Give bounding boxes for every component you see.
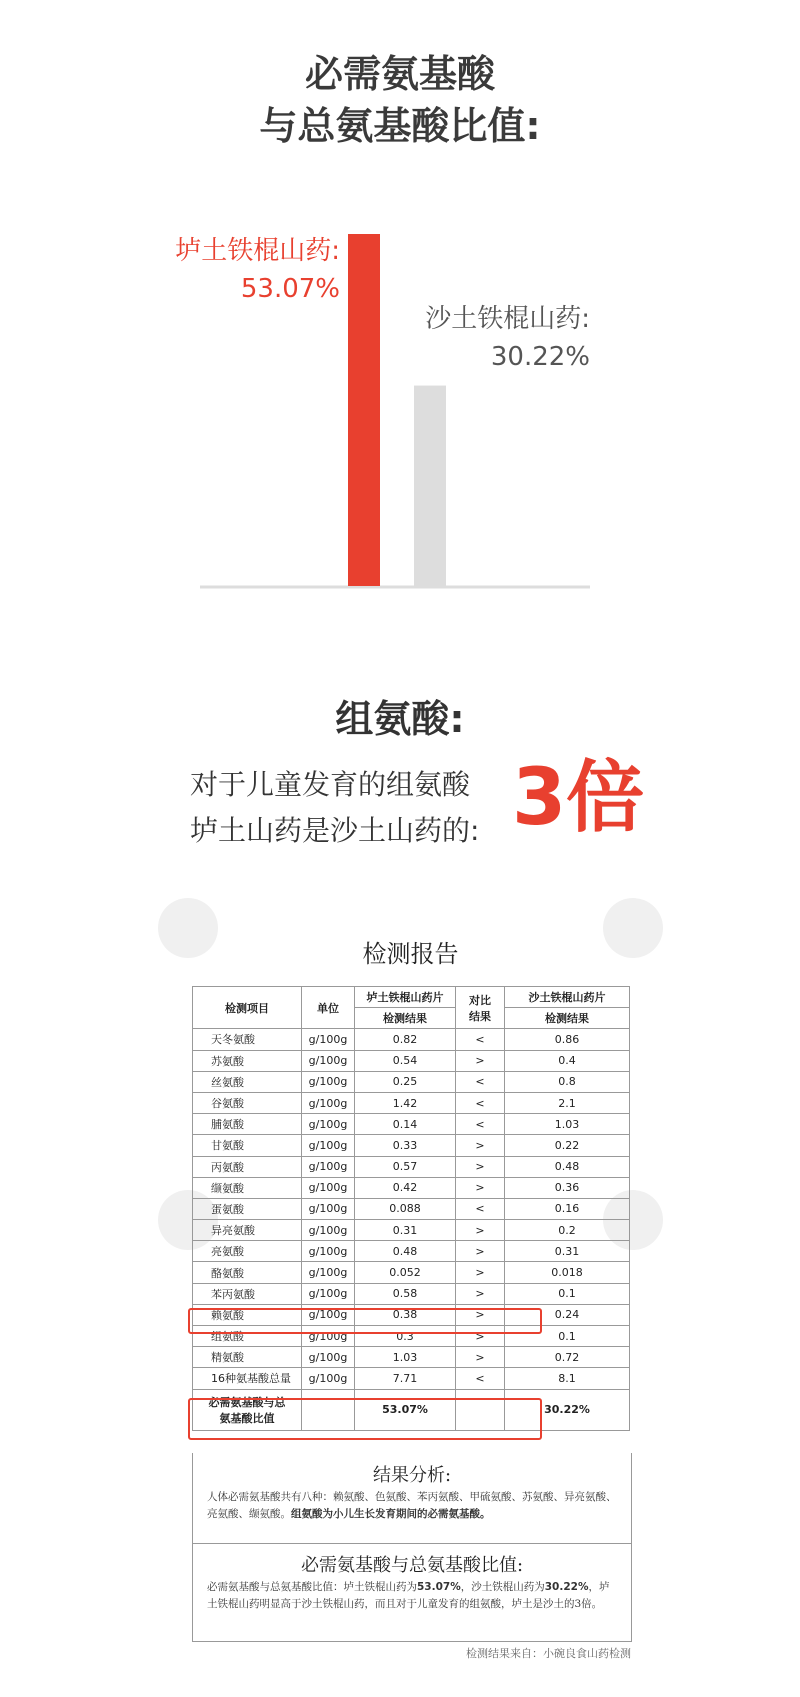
- histidine-highlight-box: [188, 1308, 542, 1334]
- row-b-value: 0.22: [505, 1135, 630, 1156]
- row-a-value: 0.48: [355, 1241, 456, 1262]
- row-compare: >: [456, 1050, 505, 1071]
- table-row: [193, 1177, 630, 1198]
- report-title: 检测报告: [362, 940, 459, 968]
- row-b-value: 0.16: [505, 1198, 630, 1219]
- report-rows: [193, 1029, 630, 1389]
- summary-b: 30.22%: [505, 1389, 630, 1430]
- summary-name-line1: 必需氨基酸与总: [208, 1395, 286, 1409]
- row-a-value: 0.42: [355, 1177, 456, 1198]
- row-name: 天冬氨酸: [193, 1029, 302, 1050]
- ratio-section: [192, 1543, 632, 1642]
- ratio-title: 必需氨基酸与总氨基酸比值:: [300, 1555, 524, 1576]
- row-unit: g/100g: [302, 1304, 355, 1325]
- row-b-value: 0.72: [505, 1347, 630, 1368]
- row-name: 苯丙氨酸: [193, 1283, 302, 1304]
- row-compare: >: [456, 1135, 505, 1156]
- row-compare: >: [456, 1156, 505, 1177]
- row-unit: g/100g: [302, 1071, 355, 1092]
- row-b-value: 0.24: [505, 1304, 630, 1325]
- ratio-text-3: ，垆土铁棍山药明显高于沙土铁棍山药，而且对于儿童发育的组氨酸，垆土是沙土的3倍。: [207, 1581, 610, 1610]
- row-b-value: 0.36: [505, 1177, 630, 1198]
- table-row: [193, 1029, 630, 1050]
- chart-title-line2: 与总氨基酸比值:: [259, 104, 541, 148]
- table-row: [193, 1262, 630, 1283]
- row-a-value: 0.25: [355, 1071, 456, 1092]
- summary-name-line2: 氨基酸比值: [219, 1411, 275, 1425]
- row-name: 异亮氨酸: [193, 1220, 302, 1241]
- analysis-text: [193, 1487, 631, 1525]
- analysis-title: 结果分析:: [372, 1465, 452, 1486]
- header-compare: [456, 987, 505, 1029]
- bar-label-shatu: [410, 300, 590, 376]
- row-name: 组氨酸: [193, 1326, 302, 1347]
- header-b-result: 检测结果: [505, 1008, 630, 1029]
- bar-shatu: [414, 386, 446, 586]
- header-compare-text: 对比结果: [469, 993, 491, 1023]
- row-unit: g/100g: [302, 1368, 355, 1389]
- table-row: [193, 1092, 630, 1113]
- row-a-value: 1.03: [355, 1347, 456, 1368]
- row-a-value: 0.82: [355, 1029, 456, 1050]
- row-compare: >: [456, 1283, 505, 1304]
- row-b-value: 0.018: [505, 1262, 630, 1283]
- report-table: [192, 986, 630, 1431]
- row-compare: >: [456, 1241, 505, 1262]
- row-unit: g/100g: [302, 1114, 355, 1135]
- table-row: [193, 1347, 630, 1368]
- analysis-text-plain: 人体必需氨基酸共有八种：赖氨酸、色氨酸、苯丙氨酸、甲硫氨酸、苏氨酸、异亮氨酸、亮氨酸、缬氨酸。: [207, 1491, 617, 1520]
- row-unit: g/100g: [302, 1050, 355, 1071]
- row-b-value: 1.03: [505, 1114, 630, 1135]
- row-b-value: 0.1: [505, 1326, 630, 1347]
- row-name: 甘氨酸: [193, 1135, 302, 1156]
- header-b-name: 沙土铁棍山药片: [505, 987, 630, 1008]
- row-a-value: 0.54: [355, 1050, 456, 1071]
- row-b-value: 0.1: [505, 1283, 630, 1304]
- analysis-section: [192, 1453, 632, 1544]
- table-row: [193, 1198, 630, 1219]
- row-compare: <: [456, 1114, 505, 1135]
- table-row: [193, 1135, 630, 1156]
- table-row: [193, 1071, 630, 1092]
- row-a-value: 0.31: [355, 1220, 456, 1241]
- table-row: [193, 1156, 630, 1177]
- row-a-value: 0.14: [355, 1114, 456, 1135]
- summary-highlight-box: [188, 1398, 542, 1440]
- row-a-value: 0.3: [355, 1326, 456, 1347]
- source-note: 检测结果来自：小碗良食山药检测: [466, 1647, 631, 1660]
- chart-title-line1: 必需氨基酸: [304, 52, 495, 96]
- row-name: 丝氨酸: [193, 1071, 302, 1092]
- header-unit: 单位: [302, 987, 355, 1029]
- row-unit: g/100g: [302, 1198, 355, 1219]
- row-compare: >: [456, 1262, 505, 1283]
- row-name: 丙氨酸: [193, 1156, 302, 1177]
- row-unit: g/100g: [302, 1326, 355, 1347]
- histidine-title: 组氨酸:: [335, 697, 465, 741]
- row-b-value: 2.1: [505, 1092, 630, 1113]
- ratio-text: [193, 1577, 631, 1615]
- table-row: [193, 1241, 630, 1262]
- row-name: 苏氨酸: [193, 1050, 302, 1071]
- row-unit: g/100g: [302, 1029, 355, 1050]
- bar-label-lutu: [150, 232, 340, 308]
- ratio-text-2: ，沙土铁棍山药为: [460, 1581, 545, 1593]
- table-row: [193, 1368, 630, 1389]
- analysis-text-bold: 组氨酸为小儿生长发育期间的必需氨基酸。: [291, 1508, 491, 1520]
- row-b-value: 0.2: [505, 1220, 630, 1241]
- row-name: 缬氨酸: [193, 1177, 302, 1198]
- table-row: [193, 1050, 630, 1071]
- table-row: [193, 1220, 630, 1241]
- row-name: 精氨酸: [193, 1347, 302, 1368]
- row-name: 酪氨酸: [193, 1262, 302, 1283]
- row-a-value: 0.38: [355, 1304, 456, 1325]
- header-a-name: 垆土铁棍山药片: [355, 987, 456, 1008]
- ratio-bold-2: 30.22%: [544, 1581, 589, 1593]
- row-b-value: 0.48: [505, 1156, 630, 1177]
- row-a-value: 0.58: [355, 1283, 456, 1304]
- row-compare: >: [456, 1177, 505, 1198]
- bar-label-shatu-name: 沙土铁棍山药:: [425, 304, 590, 334]
- row-unit: g/100g: [302, 1220, 355, 1241]
- table-row: [193, 1283, 630, 1304]
- bar-label-lutu-name: 垆土铁棍山药:: [175, 236, 340, 266]
- row-a-value: 0.57: [355, 1156, 456, 1177]
- histidine-times: 3倍: [512, 753, 645, 843]
- table-row: [193, 1114, 630, 1135]
- row-a-value: 7.71: [355, 1368, 456, 1389]
- row-name: 亮氨酸: [193, 1241, 302, 1262]
- bar-label-lutu-value: 53.07%: [240, 274, 340, 304]
- row-b-value: 0.31: [505, 1241, 630, 1262]
- row-b-value: 0.4: [505, 1050, 630, 1071]
- row-unit: g/100g: [302, 1347, 355, 1368]
- test-report: [178, 928, 643, 1660]
- row-a-value: 0.052: [355, 1262, 456, 1283]
- ratio-bold-1: 53.07%: [417, 1581, 461, 1593]
- row-compare: >: [456, 1304, 505, 1325]
- row-name: 谷氨酸: [193, 1092, 302, 1113]
- row-compare: <: [456, 1368, 505, 1389]
- row-name: 16种氨基酸总量: [193, 1368, 302, 1389]
- row-unit: g/100g: [302, 1262, 355, 1283]
- histidine-compare-text: [190, 762, 479, 854]
- row-compare: <: [456, 1198, 505, 1219]
- row-unit: g/100g: [302, 1092, 355, 1113]
- histidine-line1: 对于儿童发育的组氨酸: [190, 768, 471, 801]
- row-compare: <: [456, 1092, 505, 1113]
- row-a-value: 1.42: [355, 1092, 456, 1113]
- summary-a: 53.07%: [355, 1389, 456, 1430]
- bar-chart: [0, 0, 800, 600]
- bar-label-shatu-value: 30.22%: [490, 342, 590, 372]
- ratio-text-1: 必需氨基酸与总氨基酸比值：垆土铁棍山药为: [207, 1581, 417, 1593]
- row-name: 脯氨酸: [193, 1114, 302, 1135]
- header-a-result: 检测结果: [355, 1008, 456, 1029]
- histidine-line2: 垆土山药是沙土山药的:: [190, 814, 480, 847]
- row-b-value: 8.1: [505, 1368, 630, 1389]
- row-a-value: 0.33: [355, 1135, 456, 1156]
- header-item: 检测项目: [193, 987, 302, 1029]
- row-b-value: 0.86: [505, 1029, 630, 1050]
- row-compare: >: [456, 1220, 505, 1241]
- row-name: 赖氨酸: [193, 1304, 302, 1325]
- row-unit: g/100g: [302, 1241, 355, 1262]
- row-unit: g/100g: [302, 1156, 355, 1177]
- row-compare: >: [456, 1326, 505, 1347]
- row-compare: <: [456, 1029, 505, 1050]
- row-compare: <: [456, 1071, 505, 1092]
- row-b-value: 0.8: [505, 1071, 630, 1092]
- row-compare: >: [456, 1347, 505, 1368]
- row-unit: g/100g: [302, 1177, 355, 1198]
- bar-lutu: [348, 234, 380, 586]
- row-unit: g/100g: [302, 1135, 355, 1156]
- row-a-value: 0.088: [355, 1198, 456, 1219]
- row-name: 蛋氨酸: [193, 1198, 302, 1219]
- row-unit: g/100g: [302, 1283, 355, 1304]
